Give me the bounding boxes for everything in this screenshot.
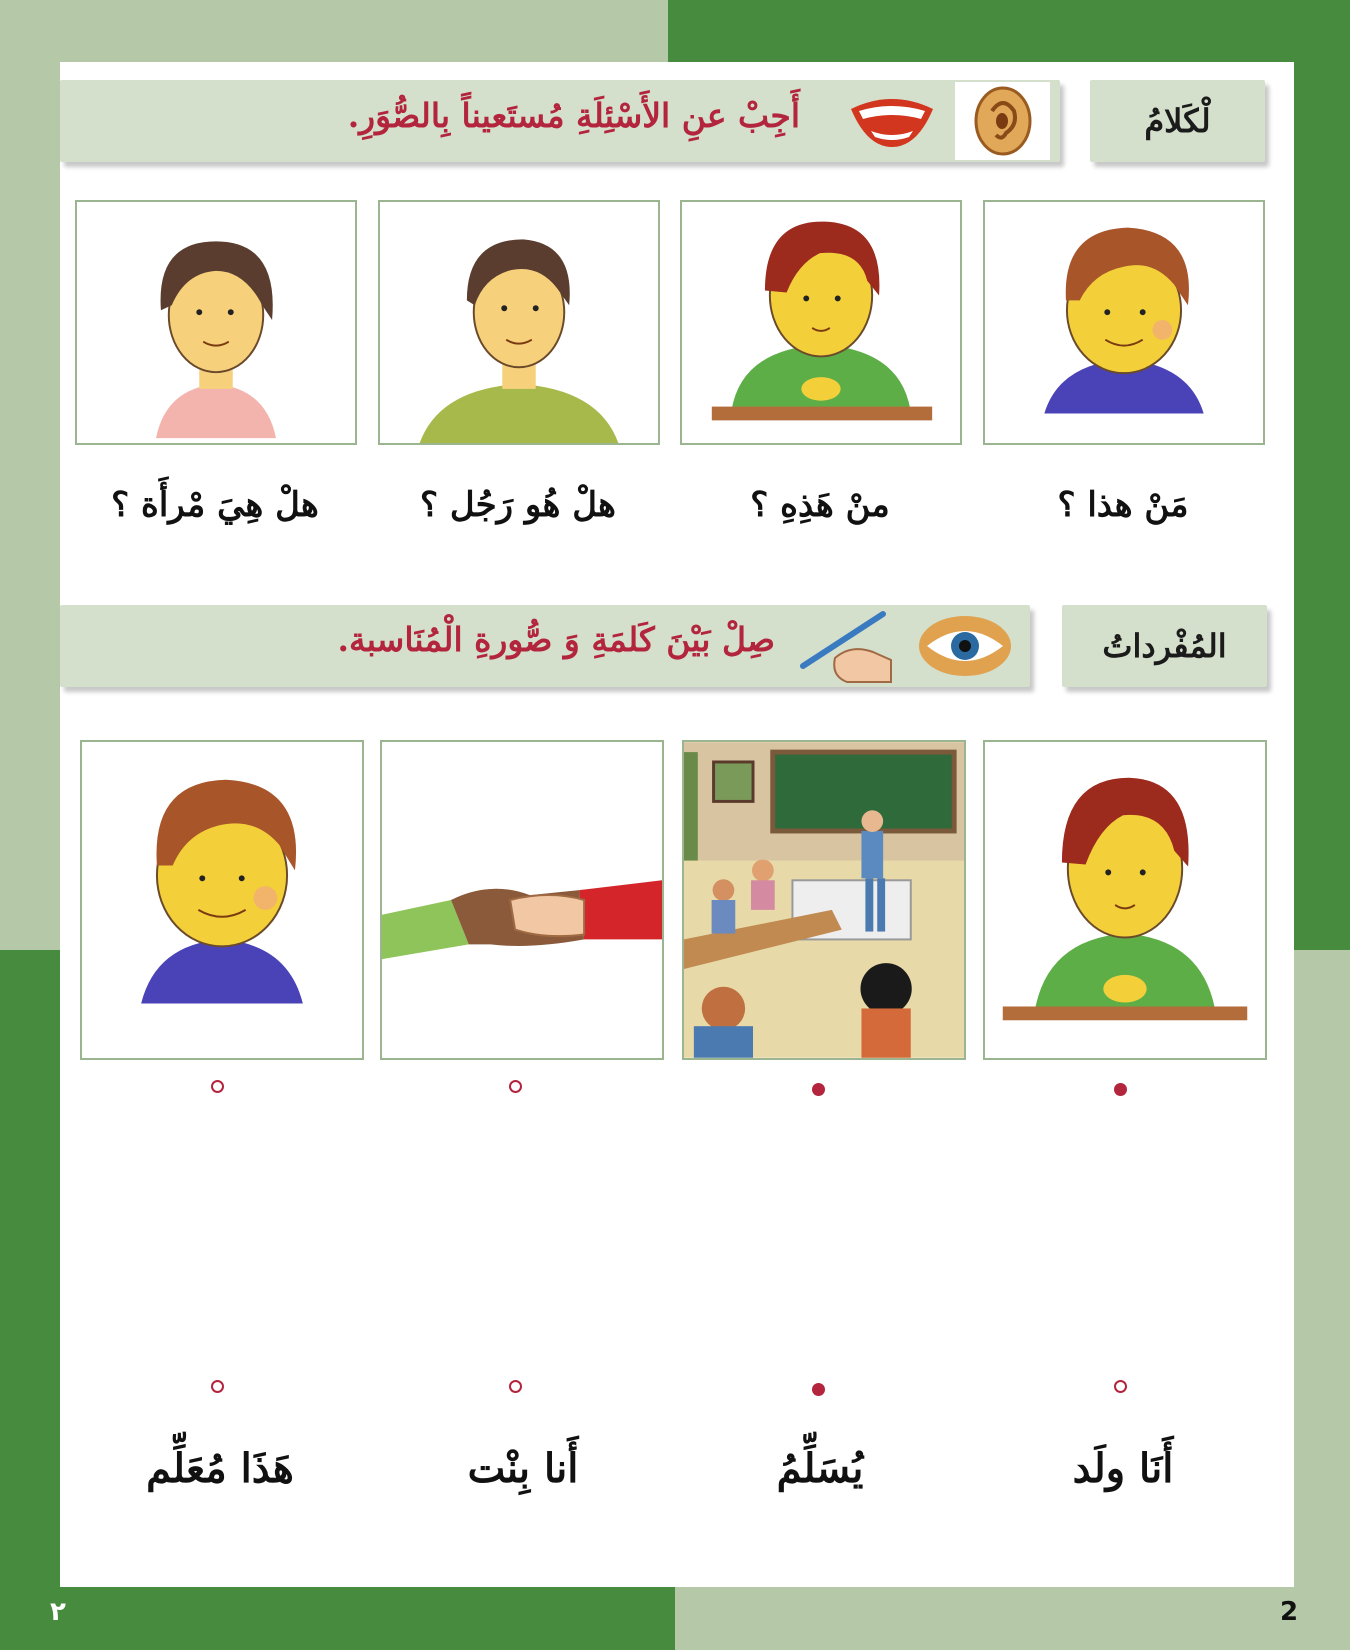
page-number-latin: 2 — [1280, 1597, 1299, 1627]
mouth-icon — [842, 84, 942, 158]
match-dot-picture-4[interactable] — [211, 1080, 224, 1093]
picture-woman — [75, 200, 357, 445]
match-dot-word-1[interactable] — [1114, 1380, 1127, 1393]
match-dot-picture-1[interactable] — [1114, 1083, 1127, 1096]
question-4: هلْ هِيَ مْرأَة ؟ — [111, 485, 319, 525]
picture-girl-vocab — [983, 740, 1267, 1060]
picture-classroom — [682, 740, 966, 1060]
page-number-arabic: ٢ — [50, 1597, 66, 1627]
word-3: أَنا بِنْت — [467, 1445, 579, 1492]
word-2: يُسَلِّمُ — [776, 1445, 864, 1492]
section-tag-speaking — [1090, 80, 1265, 162]
picture-boy-vocab — [80, 740, 364, 1060]
ear-icon — [955, 82, 1050, 160]
match-dot-word-3[interactable] — [509, 1380, 522, 1393]
instruction-speaking: أَجِبْ عنِ الأَسْئِلَةِ مُستَعيناً بِالصُّوَرِ. — [347, 96, 800, 135]
match-dot-word-2[interactable] — [812, 1383, 825, 1396]
writing-hand-icon — [790, 605, 900, 687]
eye-icon — [912, 608, 1018, 684]
question-3: هلْ هُو رَجُل ؟ — [420, 485, 616, 525]
picture-man — [378, 200, 660, 445]
question-1: مَنْ هذا ؟ — [1057, 485, 1189, 525]
match-dot-word-4[interactable] — [211, 1380, 224, 1393]
section-tag-vocab — [1062, 605, 1267, 687]
section-tag-label: لْكَلامُ — [1144, 102, 1211, 140]
match-dot-picture-2[interactable] — [812, 1083, 825, 1096]
word-4: هَذَا مُعَلِّم — [146, 1445, 294, 1492]
instruction-vocab: صِلْ بَيْنَ كَلمَةِ وَ صُّورةِ الْمُنَاسبة. — [337, 620, 775, 659]
picture-boy — [983, 200, 1265, 445]
word-1: أَنَا ولَد — [1072, 1445, 1174, 1492]
section-tag-label: المُفْرداتُ — [1102, 627, 1227, 665]
question-2: منْ هَذِهِ ؟ — [750, 485, 890, 525]
picture-girl-desk — [680, 200, 962, 445]
picture-handshake — [380, 740, 664, 1060]
match-dot-picture-3[interactable] — [509, 1080, 522, 1093]
